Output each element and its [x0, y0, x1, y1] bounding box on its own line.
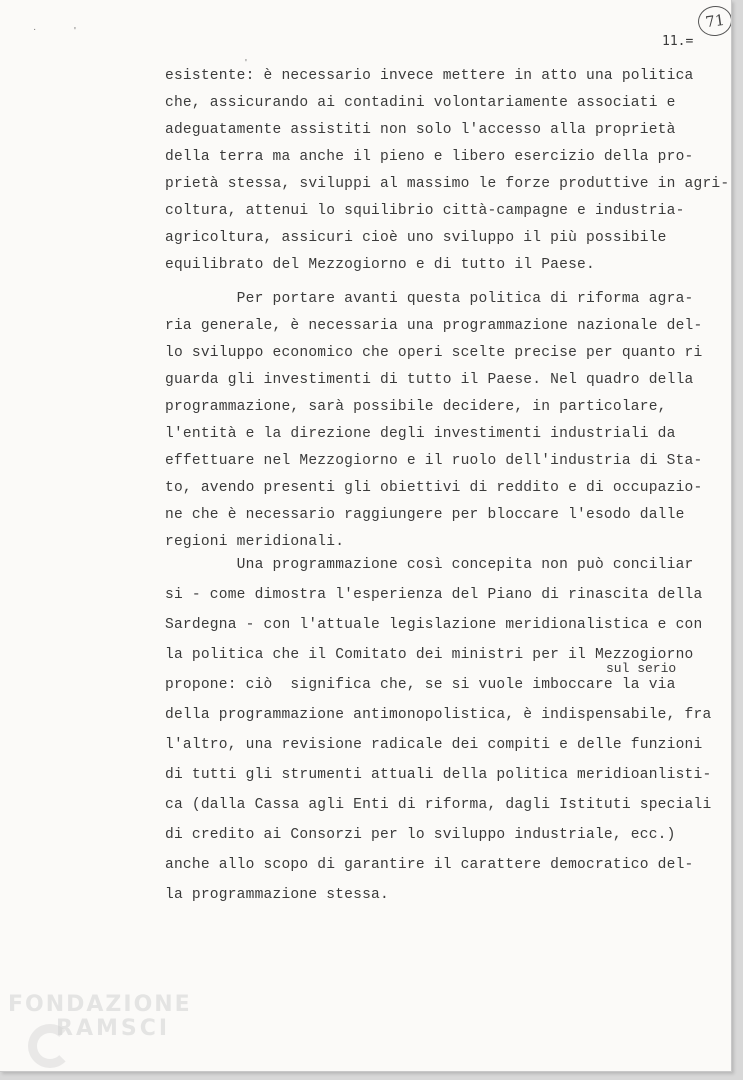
text-line: esistente: è necessario invece mettere in atto una politica	[165, 68, 694, 84]
circled-folio-number: 71	[696, 4, 732, 38]
watermark-line-1: FONDAZIONE	[8, 992, 192, 1017]
text-line: anche allo scopo di garantire il carattere democratico del-	[165, 857, 694, 873]
text-line: Una programmazione così concepita non può conciliar	[165, 557, 694, 573]
text-line: to, avendo presenti gli obiettivi di reddito e di occupazio-	[165, 480, 703, 496]
interlinear-correction: sul serio	[606, 661, 677, 676]
text-line: coltura, attenui lo squilibrio città-campagne e industria-	[165, 203, 685, 219]
text-line: ne che è necessario raggiungere per bloccare l'esodo dalle	[165, 507, 685, 523]
stray-mark: ·	[33, 24, 37, 35]
text-line: Per portare avanti questa politica di riforma agra-	[165, 291, 694, 307]
text-line: adeguatamente assistiti non solo l'accesso alla proprietà	[165, 122, 676, 138]
text-line: della programmazione antimonopolistica, è indispensabile, fra	[165, 707, 712, 723]
text-line: della terra ma anche il pieno e libero esercizio della pro-	[165, 149, 694, 165]
text-line: di credito ai Consorzi per lo sviluppo industriale, ecc.)	[165, 827, 676, 843]
text-line: si - come dimostra l'esperienza del Piano di rinascita della	[165, 587, 703, 603]
text-line: la politica che il Comitato dei ministri per il Mezzogiorno	[165, 647, 694, 663]
text-line: programmazione, sarà possibile decidere, in particolare,	[165, 399, 667, 415]
text-line: lo sviluppo economico che operi scelte precise per quanto ri	[165, 345, 703, 361]
watermark-line-2: RAMSCI	[56, 1016, 171, 1041]
watermark	[8, 994, 192, 1040]
stray-mark: '	[245, 58, 247, 69]
text-line: regioni meridionali.	[165, 534, 345, 550]
page-number: 11.=	[662, 34, 694, 49]
text-line: la programmazione stessa.	[165, 887, 389, 903]
text-line: di tutti gli strumenti attuali della politica meridioanlisti-	[165, 767, 712, 783]
text-line: prietà stessa, sviluppi al massimo le forze produttive in agri-	[165, 176, 730, 192]
text-line: Sardegna - con l'attuale legislazione meridionalistica e con	[165, 617, 703, 633]
stray-mark: '	[74, 26, 76, 37]
text-line: ria generale, è necessaria una programmazione nazionale del-	[165, 318, 703, 334]
text-line: guarda gli investimenti di tutto il Paese. Nel quadro della	[165, 372, 694, 388]
text-line: ca (dalla Cassa agli Enti di riforma, dagli Istituti speciali	[165, 797, 712, 813]
text-line: l'entità e la direzione degli investimenti industriali da	[165, 426, 676, 442]
text-line: equilibrato del Mezzogiorno e di tutto il Paese.	[165, 257, 595, 273]
text-line: che, assicurando ai contadini volontariamente associati e	[165, 95, 676, 111]
text-line: propone: ciò significa che, se si vuole imboccare la via	[165, 677, 676, 693]
text-line: agricoltura, assicuri cioè uno sviluppo il più possibile	[165, 230, 667, 246]
text-line: effettuare nel Mezzogiorno e il ruolo dell'industria di Sta-	[165, 453, 703, 469]
text-line: l'altro, una revisione radicale dei compiti e delle funzioni	[165, 737, 703, 753]
